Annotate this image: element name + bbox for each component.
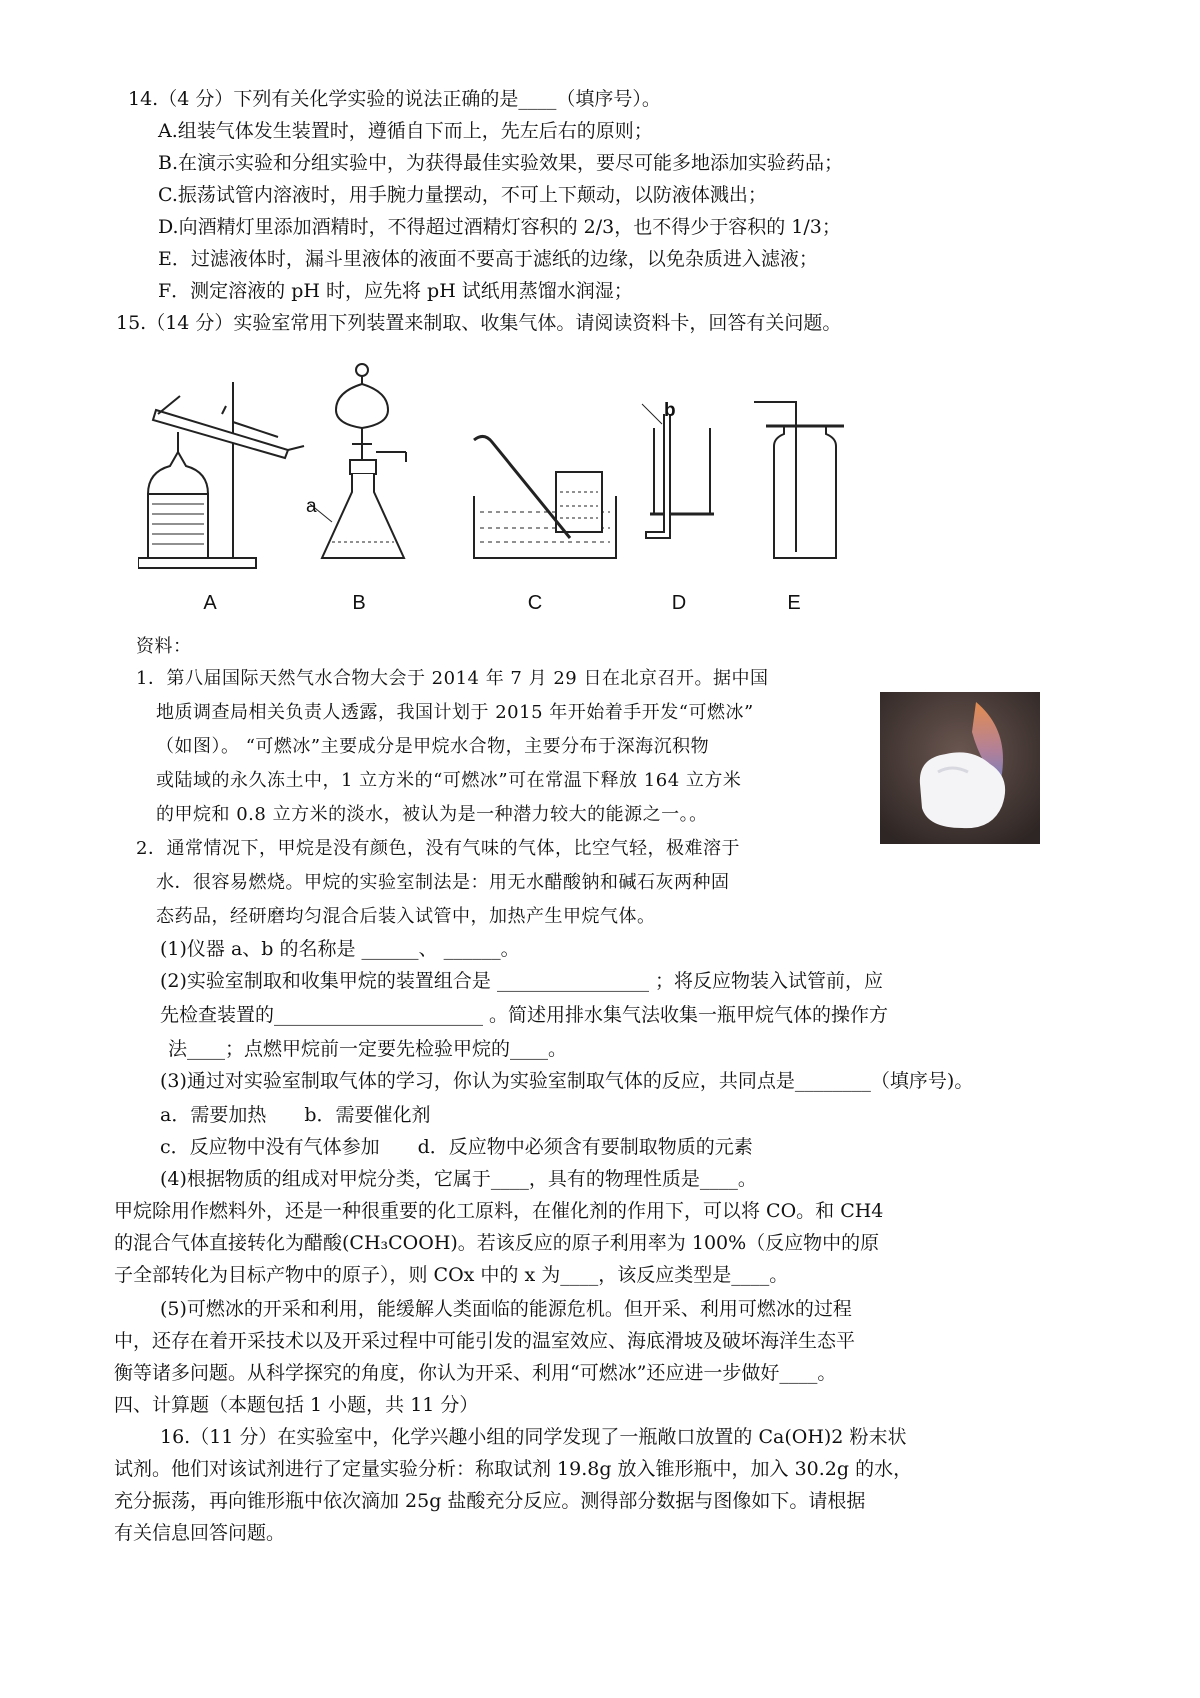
q14-option-b: B.在演示实验和分组实验中，为获得最佳实验效果，要尽可能多地添加实验药品； xyxy=(158,152,844,174)
label-a: a xyxy=(306,496,317,517)
q15-stem: 15.（14 分）实验室常用下列装置来制取、收集气体。请阅读资料卡，回答有关问题。 xyxy=(116,312,842,334)
q15-sub-line: (1)仪器 a、b 的名称是 ______、 ______。 xyxy=(160,938,520,960)
q15-sub-line: (4)根据物质的组成对甲烷分类，它属于____，具有的物理性质是____。 xyxy=(160,1168,757,1190)
ref-line: 1．第八届国际天然气水合物大会于 2014 年 7 月 29 日在北京召开。据中国 xyxy=(136,668,769,689)
apparatus-a xyxy=(138,362,308,592)
apparatus-label-a: A xyxy=(203,592,217,614)
ref-title: 资料： xyxy=(136,636,192,657)
q14-stem: 14.（4 分）下列有关化学实验的说法正确的是____（填序号）。 xyxy=(128,88,661,110)
apparatus-figure xyxy=(138,362,918,620)
apparatus-c xyxy=(470,362,620,592)
q15-sub-line: 子全部转化为目标产物中的原子），则 COx 中的 x 为____，该反应类型是____。 xyxy=(114,1264,789,1286)
q15-sub-line: (5)可燃冰的开采和利用，能缓解人类面临的能源危机。但开采、利用可燃冰的过程 xyxy=(160,1298,852,1320)
combustible-ice-photo xyxy=(880,692,1040,844)
ref-line: 态药品，经研磨均匀混合后装入试管中，加热产生甲烷气体。 xyxy=(156,906,656,927)
q16-line: 试剂。他们对该试剂进行了定量实验分析：称取试剂 19.8g 放入锥形瓶中，加入 30.2g 的水， xyxy=(114,1458,913,1480)
q15-sub-line: (3)通过对实验室制取气体的学习，你认为实验室制取气体的反应，共同点是________（填序号)。 xyxy=(160,1070,974,1092)
apparatus-label-e: E xyxy=(787,592,801,614)
q15-sub-line: 法____；点燃甲烷前一定要先检验甲烷的____。 xyxy=(168,1038,568,1060)
ref-line: （如图）。 “可燃冰”主要成分是甲烷水合物，主要分布于深海沉积物 xyxy=(156,736,710,757)
apparatus-b xyxy=(306,362,446,592)
q15-sub-line: 中，还存在着开采技术以及开采过程中可能引发的温室效应、海底滑坡及破坏海洋生态平 xyxy=(114,1330,856,1352)
q15-sub-line: 衡等诸多问题。从科学探究的角度，你认为开采、利用“可燃冰”还应进一步做好____。 xyxy=(114,1362,837,1384)
ref-line: 水．很容易燃烧。甲烷的实验室制法是：用无水醋酸钠和碱石灰两种固 xyxy=(156,872,730,893)
apparatus-label-d: D xyxy=(671,592,687,614)
q15-sub-line: c．反应物中没有气体参加 d．反应物中必须含有要制取物质的元素 xyxy=(160,1136,753,1158)
q16-line: 16.（11 分）在实验室中，化学兴趣小组的同学发现了一瓶敞口放置的 Ca(OH)2 粉末状 xyxy=(160,1426,907,1448)
ref-line: 的甲烷和 0.8 立方米的淡水，被认为是一种潜力较大的能源之一。。 xyxy=(156,804,708,825)
ref-line: 地质调查局相关负责人透露，我国计划于 2015 年开始着手开发“可燃冰” xyxy=(156,702,754,723)
q16-line: 充分振荡，再向锥形瓶中依次滴加 25g 盐酸充分反应。测得部分数据与图像如下。请根据 xyxy=(114,1490,866,1512)
q15-sub-line: 先检查装置的______________________ 。简述用排水集气法收集一瓶甲烷气体的操作方 xyxy=(160,1004,889,1026)
q16-line: 有关信息回答问题。 xyxy=(114,1522,286,1544)
q14-option-f: F．测定溶液的 pH 时，应先将 pH 试纸用蒸馏水润湿； xyxy=(158,280,633,302)
q15-sub-line: 的混合气体直接转化为醋酸(CH₃COOH)。若该反应的原子利用率为 100%（反应物中的原 xyxy=(114,1232,880,1254)
section-heading: 四、计算题（本题包括 1 小题，共 11 分） xyxy=(114,1394,479,1416)
ref-line: 或陆域的永久冻土中，1 立方米的“可燃冰”可在常温下释放 164 立方米 xyxy=(156,770,742,791)
q14-option-d: D.向酒精灯里添加酒精时，不得超过酒精灯容积的 2/3，也不得少于容积的 1/3； xyxy=(158,216,841,238)
q14-option-a: A.组装气体发生装置时，遵循自下而上，先左后右的原则； xyxy=(158,120,653,142)
q15-sub-line: a．需要加热 b．需要催化剂 xyxy=(160,1104,431,1126)
apparatus-label-c: C xyxy=(527,592,543,614)
q15-sub-line: (2)实验室制取和收集甲烷的装置组合是 ________________ ；将反应物装入试管前，应 xyxy=(160,970,883,992)
apparatus-d xyxy=(632,362,722,592)
ref-line: 2．通常情况下，甲烷是没有颜色，没有气味的气体，比空气轻，极难溶于 xyxy=(136,838,740,859)
apparatus-label-b: B xyxy=(352,592,366,614)
q14-option-c: C.振荡试管内溶液时，用手腕力量摆动，不可上下颠动，以防液体溅出； xyxy=(158,184,767,206)
label-b: b xyxy=(664,400,676,421)
q14-option-e: E．过滤液体时，漏斗里液体的液面不要高于滤纸的边缘，以免杂质进入滤液； xyxy=(158,248,818,270)
apparatus-e xyxy=(752,362,852,592)
q15-sub-line: 甲烷除用作燃料外，还是一种很重要的化工原料，在催化剂的作用下，可以将 CO。和 CH4 xyxy=(114,1200,884,1222)
